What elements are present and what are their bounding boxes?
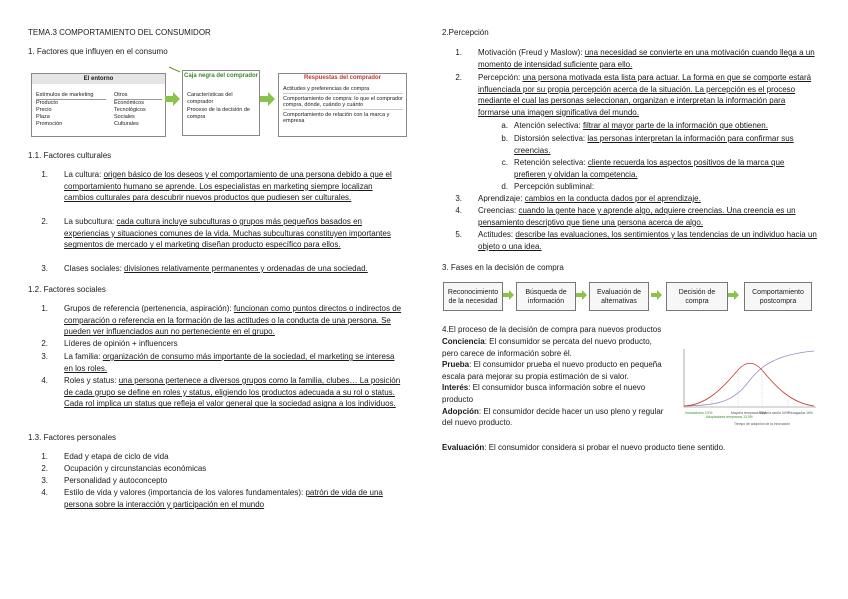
item-label: Distorsión selectiva: [514,134,588,143]
item-body: : El consumidor considera si probar el nuevo producto tiene sentido. [484,443,726,452]
item-letter: d. [501,182,508,191]
item-body: divisiones relativamente permanentes y ordenadas de una sociedad. [124,264,368,273]
item-text [514,133,812,156]
item-text [514,120,814,132]
phase-box: Evaluación de alternativas [589,282,649,311]
item-letter: a. [501,121,508,130]
item-body: : El consumidor se percata del nuevo producto, pero carece de información sobre él. [442,337,652,358]
entorno-title: El entorno [32,74,165,84]
item-label: Retención selectiva: [514,158,588,167]
segment-label: Rezagados 16% [788,411,813,415]
item-label: Personalidad y autoconcepto [64,476,168,485]
resp-item: Comportamiento de compra: lo que el comprador compra, dónde, cuándo y cuánto [283,95,403,108]
item-letter: c. [501,158,508,167]
col2-item: Económicos [114,100,144,106]
arrow-icon [503,290,515,300]
caja-items [187,92,255,121]
item-text [64,375,404,410]
entorno-col1 [36,92,106,128]
caja-title: Caja negra del comprador [183,73,259,79]
phase-box: Reconocimiento de la necesidad [443,282,503,311]
item-label: Interés [442,383,469,393]
s1-heading: 1. Factores que influyen en el consumo [28,47,168,56]
item-number: 2. [41,339,48,348]
item-label: Clases sociales: [64,264,125,273]
item-text [64,169,402,204]
item-label: Roles y status: [64,376,119,385]
item-body: : El consumidor decide hacer un uso pleno y regular del nuevo producto. [442,406,664,428]
item-label: Atención selectiva: [514,121,583,130]
item-number: 4. [41,488,48,497]
item-body: cliente recuerda los aspectos positivos de la marca que prefieren y olvidan la competencia. [514,158,785,179]
item-label: La subcultura: [64,217,117,226]
item-body: cuando la gente hace y aprende algo, adquiere creencias. Una creencia es un pensamiento descriptivo que tiene una persona acerca de algo. [478,206,796,227]
item-number: 1. [41,452,48,461]
segment-label: Mayoría tardía 34% [759,411,789,415]
item-text [478,193,818,205]
s2-heading: 2.Percepción [442,28,489,37]
item-number: 5. [455,230,462,239]
arrow-icon [168,66,182,74]
s11-heading: 1.1. Factores culturales [28,151,112,160]
resp-title: Respuestas del comprador [303,75,382,81]
item-label: Ocupación y circunstancias económicas [64,464,207,473]
item-body: : El consumidor prueba el nuevo producto en pequeña escala para mejorar su propia estimación de si valor. [442,360,662,381]
item-label: Adopción [442,406,479,416]
item-number: 3. [41,476,48,485]
entorno-box [31,73,166,137]
adoption-chart [676,345,818,435]
item-label: La cultura: [64,170,104,179]
col2-item: Tecnológicos [114,107,146,113]
item-text [64,351,402,374]
item-label: Conciencia [442,337,485,346]
item-body: organización de consumo más importante de la sociedad, el marketing se interesa en los roles. [64,352,395,373]
item-body: una persona motivada esta lista para actuar. La forma en que se comporte estará influenciada por su propia percepción acerca de la situación. La percepción es el proceso mediante el cual las personas seleccionan, organizan e interpretan la información para formarse una imagen significativa del mundo. [478,73,812,117]
item-label: Edad y etapa de ciclo de vida [64,452,169,461]
item-number: 1. [41,304,48,313]
col1-item: Plaza [36,114,50,120]
s12-heading: 1.2. Factores sociales [28,285,106,294]
caja-item: Características del comprador [187,92,233,105]
item-label: Estilo de vida y valores (importancia de los valores fundamentales): [64,488,306,497]
item-text [64,263,409,275]
item-number: 2. [41,464,48,473]
segment-label: Adoptadores tempranos 13.5% [706,415,753,419]
item-label: Prueba [442,360,470,370]
respuestas-box [278,73,407,137]
item-label: Grupos de referencia (pertenencia, aspiración): [64,304,234,313]
resp-item: Actitudes y preferencias de compra [283,86,403,94]
item-label: Percepción subliminal: [514,182,595,191]
arrow-icon [260,92,276,106]
cumulative-curve [684,351,814,406]
item-body: cambios en la conducta dados por el aprendizaje. [524,194,701,203]
item-body: patrón de vida de una persona sobre la interacción y participación en el mundo [64,488,383,509]
col2-item: Culturales [114,121,139,127]
item-text [64,216,402,251]
item-text [478,205,818,228]
item-number: 1. [455,48,462,57]
caja-item: Proceso de la decisión de compra [187,107,250,120]
adoption-item [442,336,670,359]
item-body: una necesidad se convierte en una motivación cuando llega a un momento de intensidad suficiente para ello. [478,48,815,69]
segment-label: Innovadores 2.5% [685,411,713,415]
item-body: origen básico de los deseos y el comportamiento de una persona debido a que el comportamiento humano se aprende. Los especialistas en marketing siempre localizan cambios culturales para descubrir nuevos productos que pudiesen ser culturales. [64,170,392,203]
item-body: funcionan como puntos directos o indirectos de comparación o referencia en la formación de las actitudes o la conducta de una persona. Se pueden ver influenciados aun no perteneciente en el grupo. [64,304,402,337]
item-body: cada cultura incluye subculturas o grupos más pequeños basados en experiencias y situaciones comunes de la vida. Muchas subculturas constituyen importantes segmentos de mercado y el marketing diseñan producto específico para ellos. [64,217,391,250]
segment-label: Mayoría temprana 34% [731,411,767,415]
phase-box: Decisión de compra [666,282,728,311]
arrow-icon [165,92,181,106]
item-letter: b. [501,134,508,143]
s13-heading: 1.3. Factores personales [28,433,117,442]
col1-item: Precio [36,107,52,113]
caja-negra-box [182,70,260,136]
resp-item: Comportamiento de relación con la marca y empresa [283,111,390,124]
item-text [64,338,402,350]
item-body: una persona pertenece a diversos grupos como la familia, clubes… La posición de cada grupo se define en roles y status, eligiendo los productos adecuada a su rol o status. Cada rol implica un status que refleja el valor general que la sociedad asigna a los individuos. [64,376,401,409]
item-label: La familia: [64,352,103,361]
item-text [478,229,818,252]
item-label: Percepción: [478,73,523,82]
s4-heading: 4.El proceso de la decisión de compra para nuevos productos [442,325,662,334]
doc-title: TEMA.3 COMPORTAMIENTO DEL CONSUMIDOR [28,28,211,37]
item-body: filtrar al mayor parte de la información que obtienen. [582,121,768,130]
item-text [514,157,812,180]
entorno-col2 [114,92,162,128]
item-number: 1. [41,170,48,179]
item-body: : El consumidor busca información sobre el nuevo producto [442,383,646,404]
x-axis-label: Tiempo de adopción de la innovación [734,422,791,426]
item-label: Evaluación [442,443,485,452]
item-number: 4. [455,206,462,215]
col1-item: Producto [36,100,59,106]
col1-item: Promoción [36,121,63,127]
item-number: 3. [41,264,48,273]
item-number: 3. [455,194,462,203]
adoption-item [442,442,822,454]
item-number: 2. [41,217,48,226]
adoption-text [442,336,670,429]
item-number: 4. [41,376,48,385]
item-label: Motivación (Freud y Maslow): [478,48,585,57]
item-number: 2. [455,73,462,82]
col2-item: Sociales [114,114,135,120]
arrow-icon [728,290,740,300]
item-label: Aprendizaje: [478,194,525,203]
item-text [478,72,818,118]
adoption-item [442,406,670,429]
resp-items [283,86,403,125]
item-text [64,487,409,510]
adoption-item [442,382,670,405]
col1-head: Estímulos de marketing [36,92,106,100]
item-body: las personas interpretan la información para confirmar sus creencias. [514,134,794,155]
bell-curve [684,363,814,406]
item-text [478,47,818,70]
arrow-icon [576,290,588,300]
adoption-item [442,359,670,382]
item-label: Actitudes: [478,230,516,239]
arrow-icon [651,290,663,300]
item-label: Líderes de opinión + influencers [64,339,178,348]
phase-box: Búsqueda de información [516,282,576,311]
s3-heading: 3. Fases en la decisión de compra [442,263,564,272]
item-label: Creencias: [478,206,519,215]
item-body: describe las evaluaciones, los sentimientos y las tendencias de un individuo hacia un objeto o una idea. [478,230,817,251]
col2-head: Otros [114,92,162,100]
item-text [64,303,404,338]
phase-box: Comportamiento postcompra [744,282,812,311]
item-number: 3. [41,352,48,361]
